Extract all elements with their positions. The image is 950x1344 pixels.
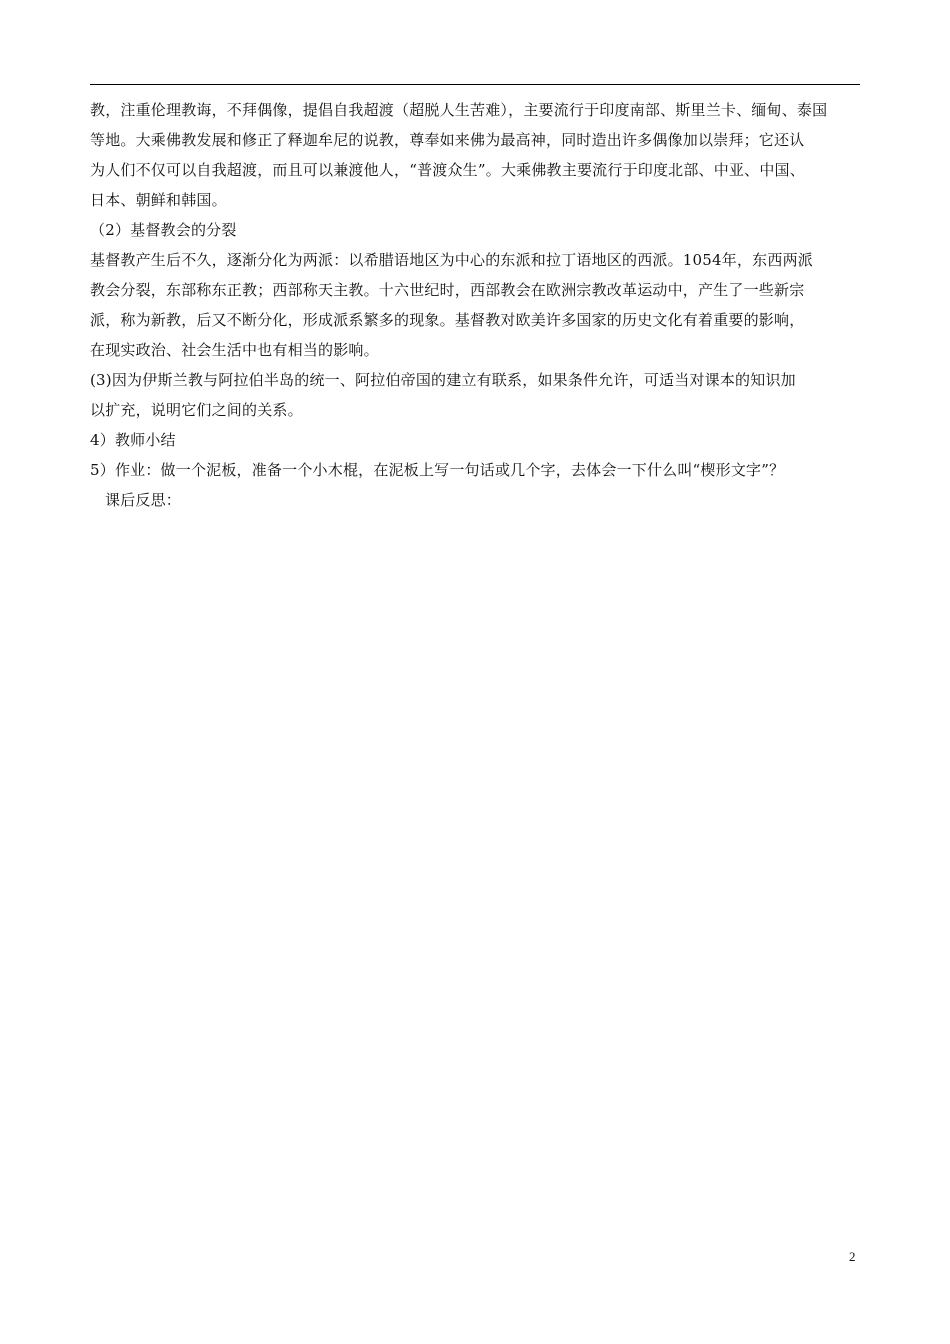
paragraph-line: 等地。大乘佛教发展和修正了释迦牟尼的说教，尊奉如来佛为最高神，同时造出许多偶像加以崇拜；它还认 (90, 131, 805, 149)
paragraph-line: (3)因为伊斯兰教与阿拉伯半岛的统一、阿拉伯帝国的建立有联系，如果条件允许，可适当对课本的知识加 (90, 371, 796, 389)
header-rule (90, 84, 860, 85)
paragraph-line: 基督教产生后不久，逐渐分化为两派：以希腊语地区为中心的东派和拉丁语地区的西派。1054年，东西两派 (90, 251, 813, 269)
paragraph-line: 为人们不仅可以自我超渡，而且可以兼渡他人，“普渡众生”。大乘佛教主要流行于印度北部、中亚、中国、 (90, 161, 805, 179)
section-heading: （2）基督教会的分裂 (90, 221, 237, 239)
paragraph-line: 教会分裂，东部称东正教；西部称天主教。十六世纪时，西部教会在欧洲宗教改革运动中，产生了一些新宗 (90, 281, 805, 299)
paragraph-line: 以扩充，说明它们之间的关系。 (90, 401, 303, 419)
paragraph-line: 日本、朝鲜和韩国。 (90, 191, 227, 209)
paragraph-line: 在现实政治、社会生活中也有相当的影响。 (90, 341, 379, 359)
page-number: 2 (849, 1249, 856, 1264)
document-body (90, 95, 862, 515)
list-item-homework: 5）作业：做一个泥板，准备一个小木棍，在泥板上写一句话或几个字，去体会一下什么叫“楔形文字”？ (90, 461, 785, 479)
paragraph-line: 派，称为新教，后又不断分化，形成派系繁多的现象。基督教对欧美许多国家的历史文化有着重要的影响， (90, 311, 805, 329)
reflection-label: 课后反思： (105, 491, 182, 509)
paragraph-line: 教，注重伦理教诲，不拜偶像，提倡自我超渡（超脱人生苦难），主要流行于印度南部、斯里兰卡、缅甸、泰国 (90, 101, 828, 119)
list-item-summary: 4）教师小结 (90, 431, 176, 449)
